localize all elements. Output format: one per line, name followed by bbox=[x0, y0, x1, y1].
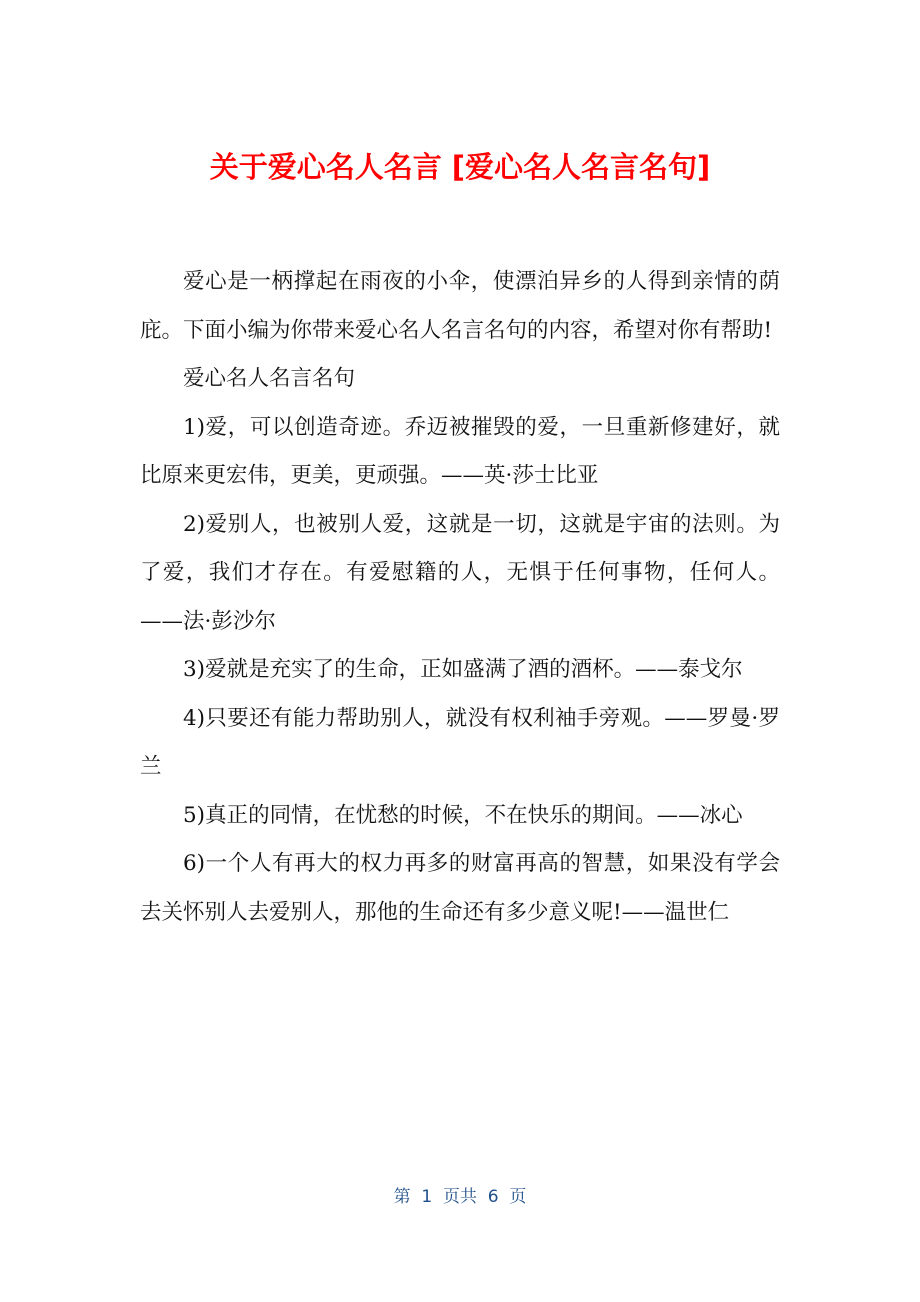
quote-paragraph-2: 2)爱别人，也被别人爱，这就是一切，这就是宇宙的法则。为了爱，我们才存在。有爱慰籍的人，无惧于任何事物，任何人。——法·彭沙尔 bbox=[140, 511, 780, 634]
quote-paragraph-5: 5)真正的同情，在忧愁的时候，不在快乐的期间。——冰心 bbox=[183, 802, 743, 828]
quote-paragraph-4: 4)只要还有能力帮助别人，就没有权利袖手旁观。——罗曼·罗兰 bbox=[140, 705, 780, 779]
quote-paragraph-6: 6)一个人有再大的权力再多的财富再高的智慧，如果没有学会去关怀别人去爱别人，那他的生命还有多少意义呢!——温世仁 bbox=[140, 851, 780, 925]
page-number-footer: 第 1 页共 6 页 bbox=[393, 1187, 527, 1207]
intro-paragraph: 爱心是一柄撑起在雨夜的小伞，使漂泊异乡的人得到亲情的荫庇。下面小编为你带来爱心名人名言名句的内容，希望对你有帮助! bbox=[140, 269, 780, 343]
document-title: 关于爱心名人名言 [爱心名人名言名句] bbox=[209, 150, 711, 184]
quote-paragraph-3: 3)爱就是充实了的生命，正如盛满了酒的酒杯。——泰戈尔 bbox=[183, 657, 743, 682]
quote-paragraph-1: 1)爱，可以创造奇迹。乔迈被摧毁的爱，一旦重新修建好，就比原来更宏伟，更美，更顽强。——英·莎士比亚 bbox=[140, 414, 780, 488]
section-heading: 爱心名人名言名句 bbox=[183, 366, 356, 391]
document-body bbox=[140, 258, 780, 937]
